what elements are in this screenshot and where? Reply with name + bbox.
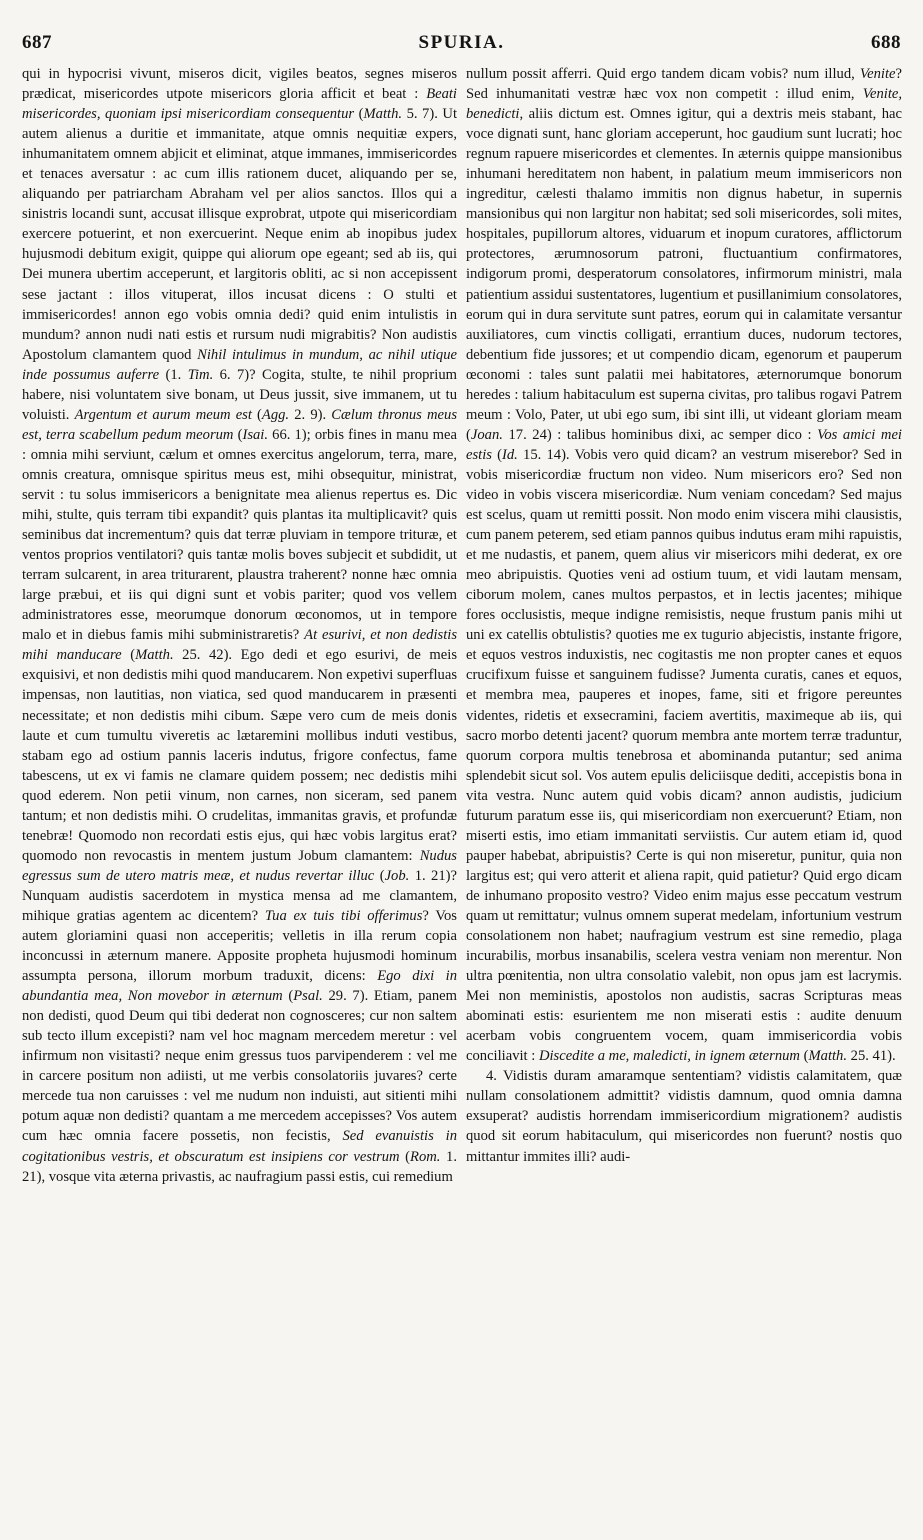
italic-citation: Id. bbox=[502, 446, 518, 463]
italic-citation: Job. bbox=[384, 867, 410, 884]
italic-citation: Rom. bbox=[410, 1148, 441, 1165]
text-run: 25. 42). Ego dedi et ego esurivi, de meis exquisivi, et non dedistis mihi quod manducarem. Non expetivi superfluas impensas, non lautitias, non viatica, sed quod manducarem in præsenti necessitate; et non dedistis mihi cibum. Sæpe vero cum de meis donis laute et cum tumultu viveretis ac lætaremini mollibus induti vestibus, stabam ego ad ostium pannis laceris indutus, frigore confectus, fame tabescens, ut ex vi famis ne clamare quidem possem; nec dedistis mihi quod ederem. Non petii vinum, non carnes, non siceram, sed panem tantum; et non dedistis mihi. O crudelitas, immanitas gravis, et profundæ tenebræ! Quomodo non recordati estis ejus, qui hæc vobis largitus erat? quomodo non revocastis in mentem justum Jobum clamantem: bbox=[22, 647, 458, 864]
italic-citation: Ego dixi in abundantia mea, Non movebor in æternum bbox=[22, 968, 457, 1005]
text-run: ( bbox=[251, 406, 262, 423]
italic-citation: Sed evanuistis in cogitationibus vestris, et obscuratum est insipiens cor vestrum bbox=[22, 1128, 457, 1165]
paragraph bbox=[466, 64, 902, 1066]
italic-citation: Tim. bbox=[187, 366, 214, 383]
text-run: (1. bbox=[159, 366, 188, 383]
text-run: , aliis dictum est. Omnes igitur, qui a dextris meis stabant, hac voce dignati sunt, hanc gloriam acceperunt, hoc gaudium sunt lucrati; hoc regnum rapuere misericordes et clementes. In æternis quippe mansionibus inhumani hereditatem non habent, in palatium meum immisericors non ingreditur, cælesti thalamo immitis non dignus habetur, in supernis mansionibus qui non largitur non habitat; sed soli misericordes, soli mites, hospitales, pupillorum altores, viduarum et inopum curatores, afflictorum protectores, ærumnosorum patroni, fluctuantium confirmatores, indigorum promi, desperatorum consolatores, infirmorum ministri, mala patientium assidui sustentatores, lugentium et pusillanimium consolatores, eorum qui in dura servitute sunt patres, eorum qui in calamitate versantur auxiliatores, cum vinctis colligati, errantium duces, nudorum tectores, debentium fide jussores; et ut compendio dicam, egenorum et pauperum œconomi : tales sunt palatii mei habitatores, æternorumque bonorum heredes : talium habitaculum est superna civitas, pro talibus rogavi Patrem meum : Volo, Pater, ut ubi ego sum, ibi sint illi, ut videant gloriam meam ( bbox=[466, 106, 902, 443]
paragraph bbox=[22, 64, 457, 1187]
text-run: 15. 14). Vobis vero quid dicam? an vestrum miserebor? Sed in vobis misericordiæ fructum non video. Num misericors ero? Sed non video in vobis viscera misericordiæ. Num veniam concedam? Sed majus est scelus, quam ut remitti possit. Non modo enim viscera mihi clausistis, cum panem peterem, sed etiam pannos quibus indutus eram mihi rapuistis, et me nudastis, et panem, quem alius vir misericors mihi dederat, ex ore meo abripuistis. Quoties veni ad ostium tuum, et vidi lautam mensam, ciborum molem, canes multos perpastos, et in lectis jacentes; mihique fores occlusistis, meque indigne remisistis, neque frustum panis mihi ut uni ex catellis obtulistis? quoties me ex tugurio abjecistis, instante frigore, et equos vestros induxistis, nec cogitastis me non propter canes et equos crucifixum fuisse et sanguinem fudisse? Jumenta curatis, canes et equos, et membra mea, pauperes et inopes, fame, siti et frigore pereuntes videntes, ridetis et exsecramini, faciem avertitis, maximeque ab iis, qui sacro morbo detenti jacent? quorum membra ante mortem terræ traduntur, quorum corpora multis tenebrosa et abominanda putantur; sed anima splendebit sicut sol. Vos autem epulis deliciisque dediti, accepistis bona in vita vestra. Nunc autem quid vobis dicam? annon audistis, judicium futurum paratum esse iis, qui misericordiam non exercuerunt? Etiam, non miserti estis, imo etiam immanitati serviistis. Cur autem etiam id, quod pauper habebat, abripuistis? Certe is qui non miseretur, punitur, quia non largitus est; qui vero atterit et aliena rapit, quid patietur? Quid ergo dicam de inhumano proposito vestro? Video enim majus esse peccatum vestrum quam ut remittatur; vulnus omnem superat medelam, infortunium vestrum consolationem non habet; naufragium vestrum est sine remedio, plaga incurabilis, morbus insanabilis, scelera vestra veniam non merentur. Non ultra pœnitentia, non ultra consolatio valebit, non opus jam est lacrymis. Mei non meministis, apostolos non audistis, sacras Scripturas meas abominati estis: esurientem me non miserati estis : audite denuum acerbam vobis congruentem vocem, quam immisericordia vobis conciliavit : bbox=[466, 446, 902, 1065]
right-column bbox=[466, 64, 902, 1167]
italic-citation: Nihil intulimus in mundum, ac nihil utique inde possumus auferre bbox=[22, 346, 457, 383]
text-run: ? Sed inhumanitati vestræ hæc vox non competit : illud enim, bbox=[466, 66, 902, 103]
text-run: 4. Vidistis duram amaramque sententiam? vidistis calamitatem, quæ nullam consolationem admittit? vidistis damnum, quod omnia damna exsuperat? audistis horrendam immisericordium migrationem? audistis quod sit eorum habitaculum, qui misericordes non fuerunt? nostis quo mittantur immites illi? audi- bbox=[466, 1068, 902, 1165]
italic-citation: Cælum thronus meus est, terra scabellum pedum meorum bbox=[22, 406, 458, 443]
left-page-number: 687 bbox=[22, 32, 52, 53]
text-run: ? Vos autem gloriamini quasi non acceperitis; velletis in illa rerum copia inconcussi in æternum manere. Apposite propheta hujusmodi hominum assumpta persona, illorum morbum traduxit, dicens: bbox=[22, 907, 457, 985]
italic-citation: Isai. bbox=[242, 426, 269, 443]
text-run: 6. 7)? Cogita, stulte, te nihil proprium habere, nisi voluntatem sive bonam, ut Deus jussit, sive immanem, ut tu voluisti. bbox=[22, 366, 457, 423]
italic-citation: Agg. bbox=[261, 406, 290, 423]
italic-citation: Matth. bbox=[135, 647, 174, 664]
text-run: ( bbox=[354, 106, 364, 123]
paragraph bbox=[466, 1066, 902, 1166]
text-run: ( bbox=[799, 1048, 809, 1065]
left-column bbox=[22, 64, 457, 1187]
text-run: ( bbox=[233, 426, 243, 443]
running-title: SPURIA. bbox=[418, 32, 505, 53]
italic-citation: Argentum et aurum meum est bbox=[74, 406, 252, 423]
text-run: 1. 21)? Nunquam audistis sacerdotem in mystica mensa ad me clamantem, mihique gratias agentem ac dicentem? bbox=[22, 867, 457, 924]
text-run: 1. 21), vosque vita æterna privastis, ac naufragium passi estis, cui remedium bbox=[22, 1148, 457, 1185]
text-run: 29. 7). Etiam, panem non dedisti, quod Deum qui tibi dederat non cognosceres; cur non saltem sub tecto illum excepisti? nam vel hoc magnam mercedem meretur : vel infirmum non visitasti? neque enim gressus tuos parvipenderem : vel me in carcere positum non adiisti, ut me verbis consolatoriis juvares? certe mercede tua non caruisses : vel me nudum non induisti, aut sitienti mihi potum aquæ non dedisti? quantam a me mercedem accepisses? Vos autem cum hæc omnia facere possetis, non fecistis, bbox=[22, 988, 458, 1145]
italic-citation: Psal. bbox=[293, 988, 323, 1005]
text-run: 17. 24) : talibus hominibus dixi, ac semper dico : bbox=[502, 426, 818, 443]
right-page-number: 688 bbox=[870, 32, 901, 53]
text-run: 5. 7). Ut autem alienus a duritie et immanitate, atque omnis nequitiæ expers, inhumanitatem omnem abjicit et eliminat, atque immanes, immisericordes et tenaces aversatur : ac cum illis rationem ducet, aliquando per se, aliquando per patriarcham Abraham vel per alios sanctos. Illos qui a sinistris locandi sunt, accusat illisque exprobrat, utpote qui misericordiam exercere potuerint, et non exercuerint. Neque enim ab inopibus judex hujusmodi debitum exigit, quippe qui aliorum ope egeant; sed ab iis, qui Dei munera ubertim acceperunt, et largitoris obliti, ac si non accepissent sese jactant : illos vituperat, illos incusat dicens : O stulti et immisericordes! annon ego vobis omnia dedi? quid enim intulistis in mundum? annon nudi nati estis et rursum nudi migrabitis? Non audistis Apostolum clamantem quod bbox=[22, 106, 458, 363]
text-run: qui in hypocrisi vivunt, miseros dicit, vigiles beatos, segnes miseros prædicat, misericordes utpote misericors gloria afficit et beat : bbox=[22, 66, 457, 103]
italic-citation: Matth. bbox=[363, 106, 403, 123]
text-run: ( bbox=[491, 446, 503, 463]
italic-citation: Venite, benedicti bbox=[466, 86, 902, 123]
text-run: ( bbox=[399, 1148, 411, 1165]
text-run: ( bbox=[121, 647, 136, 664]
italic-citation: Discedite a me, maledicti, in ignem æternum bbox=[538, 1048, 800, 1065]
italic-citation: At esurivi, et non dedistis mihi manducare bbox=[22, 627, 457, 664]
italic-citation: Venite bbox=[859, 66, 896, 82]
italic-citation: Nudus egressus sum de utero matris meæ, et nudus revertar illuc bbox=[22, 847, 457, 884]
text-run: nullum possit afferri. Quid ergo tandem dicam vobis? num illud, bbox=[466, 66, 860, 82]
text-run: 2. 9). bbox=[289, 406, 332, 423]
text-run: 66. 1); orbis fines in manu mea : omnia mihi serviunt, cælum et omnes exercitus angelorum, terra, mare, omnis creatura, omnisque spiritus meus est, mihi obsequitur, ministrat, servit : tu solus immisericors a benignitate mea alienus repertus es. Dic mihi, stulte, quis terram tibi expandit? quis plantas ita multiplicavit? quis seminibus dat incrementum? quis dat terræ pluviam in tempore trituræ, et ventos proprios ventilatori? quis tantæ molis boves subjecit et subdidit, ut terram sulcarent, in area triturarent, plaustra traherent? nonne hæc omnia large præbui, et iis qui digni sunt et vobis pariter; quod vos vellem administratores esse, meorumque donorum œconomos, ut in tempore malo et in diebus famis mihi subministraretis? bbox=[22, 426, 457, 644]
italic-citation: Beati misericordes, quoniam ipsi misericordiam consequentur bbox=[22, 86, 457, 123]
text-run: ( bbox=[374, 867, 385, 884]
text-run: ( bbox=[282, 988, 294, 1005]
running-header bbox=[22, 32, 901, 56]
italic-citation: Tua ex tuis tibi offerimus bbox=[264, 907, 423, 924]
text-run: 25. 41). bbox=[847, 1048, 896, 1065]
italic-citation: Vos amici mei estis bbox=[466, 426, 902, 463]
italic-citation: Matth. bbox=[808, 1048, 847, 1065]
italic-citation: Joan. bbox=[470, 426, 503, 443]
